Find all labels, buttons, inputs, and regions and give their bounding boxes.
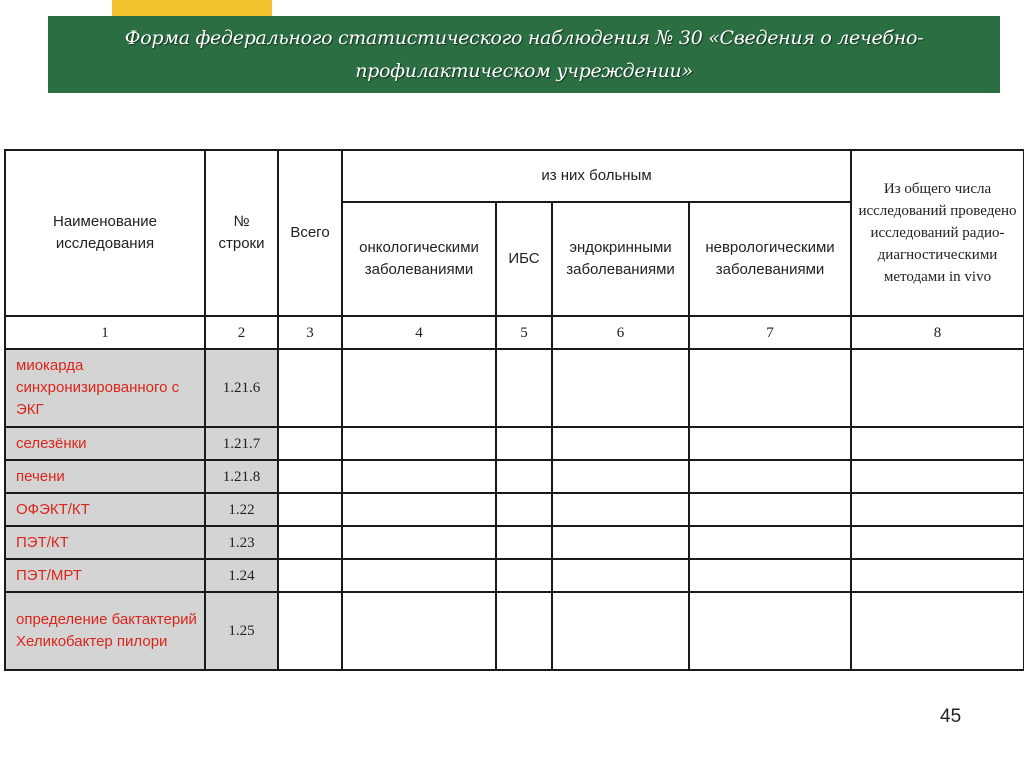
value-cell[interactable] (552, 592, 689, 670)
value-cell[interactable] (851, 460, 1024, 493)
value-cell[interactable] (342, 592, 496, 670)
row-code: 1.24 (205, 559, 278, 592)
value-cell[interactable] (278, 592, 342, 670)
row-name: определение бактактерий Хеликобактер пилори (5, 592, 205, 670)
header-of-which-patients: из них больным (342, 150, 851, 202)
header-invivo: Из общего числа исследований проведено исследований радио-диагностическими методами in vivo (851, 150, 1024, 316)
page-number: 45 (940, 706, 962, 727)
value-cell[interactable] (342, 460, 496, 493)
value-cell[interactable] (278, 493, 342, 526)
value-cell[interactable] (496, 526, 552, 559)
table-row (5, 592, 1024, 670)
row-code: 1.21.7 (205, 427, 278, 460)
value-cell[interactable] (552, 493, 689, 526)
value-cell[interactable] (552, 349, 689, 427)
value-cell[interactable] (689, 592, 851, 670)
value-cell[interactable] (552, 526, 689, 559)
header-row-top (5, 150, 1024, 202)
column-number: 6 (552, 316, 689, 349)
value-cell[interactable] (342, 349, 496, 427)
value-cell[interactable] (278, 427, 342, 460)
table-row (5, 526, 1024, 559)
table-row (5, 559, 1024, 592)
title-banner (48, 16, 1000, 93)
row-name: ПЭТ/МРТ (5, 559, 205, 592)
value-cell[interactable] (689, 460, 851, 493)
value-cell[interactable] (342, 559, 496, 592)
header-name: Наименование исследования (5, 150, 205, 316)
column-number: 5 (496, 316, 552, 349)
row-name: селезёнки (5, 427, 205, 460)
value-cell[interactable] (278, 559, 342, 592)
row-code: 1.21.6 (205, 349, 278, 427)
header-endocrine: эндокринными заболеваниями (552, 202, 689, 316)
value-cell[interactable] (552, 427, 689, 460)
header-row-number: № строки (205, 150, 278, 316)
column-number: 4 (342, 316, 496, 349)
value-cell[interactable] (851, 559, 1024, 592)
row-code: 1.21.8 (205, 460, 278, 493)
column-number: 2 (205, 316, 278, 349)
header-oncology: онкологическими заболеваниями (342, 202, 496, 316)
value-cell[interactable] (851, 526, 1024, 559)
value-cell[interactable] (689, 493, 851, 526)
value-cell[interactable] (851, 493, 1024, 526)
table-row (5, 493, 1024, 526)
value-cell[interactable] (278, 349, 342, 427)
value-cell[interactable] (342, 526, 496, 559)
table-row (5, 460, 1024, 493)
row-name: ОФЭКТ/КТ (5, 493, 205, 526)
column-number: 1 (5, 316, 205, 349)
value-cell[interactable] (342, 493, 496, 526)
value-cell[interactable] (278, 460, 342, 493)
column-number-row (5, 316, 1024, 349)
value-cell[interactable] (496, 460, 552, 493)
value-cell[interactable] (496, 349, 552, 427)
value-cell[interactable] (496, 427, 552, 460)
table-row (5, 349, 1024, 427)
row-code: 1.23 (205, 526, 278, 559)
value-cell[interactable] (851, 349, 1024, 427)
value-cell[interactable] (496, 493, 552, 526)
value-cell[interactable] (342, 427, 496, 460)
column-number: 7 (689, 316, 851, 349)
table-row (5, 427, 1024, 460)
row-code: 1.22 (205, 493, 278, 526)
value-cell[interactable] (552, 559, 689, 592)
value-cell[interactable] (689, 427, 851, 460)
value-cell[interactable] (851, 427, 1024, 460)
row-name: ПЭТ/КТ (5, 526, 205, 559)
value-cell[interactable] (689, 559, 851, 592)
value-cell[interactable] (496, 559, 552, 592)
value-cell[interactable] (689, 349, 851, 427)
page-title: Форма федерального статистического наблюдения № 30 «Сведения о лечебно-профилактическом учреждении» (124, 26, 924, 82)
value-cell[interactable] (689, 526, 851, 559)
column-number: 8 (851, 316, 1024, 349)
header-total: Всего (278, 150, 342, 316)
value-cell[interactable] (278, 526, 342, 559)
value-cell[interactable] (552, 460, 689, 493)
header-ihd: ИБС (496, 202, 552, 316)
row-code: 1.25 (205, 592, 278, 670)
statistics-form-table (4, 149, 1024, 671)
column-number: 3 (278, 316, 342, 349)
value-cell[interactable] (496, 592, 552, 670)
header-neuro: неврологическими заболеваниями (689, 202, 851, 316)
row-name: миокарда синхронизированного с ЭКГ (5, 349, 205, 427)
row-name: печени (5, 460, 205, 493)
accent-strip (112, 0, 272, 16)
value-cell[interactable] (851, 592, 1024, 670)
